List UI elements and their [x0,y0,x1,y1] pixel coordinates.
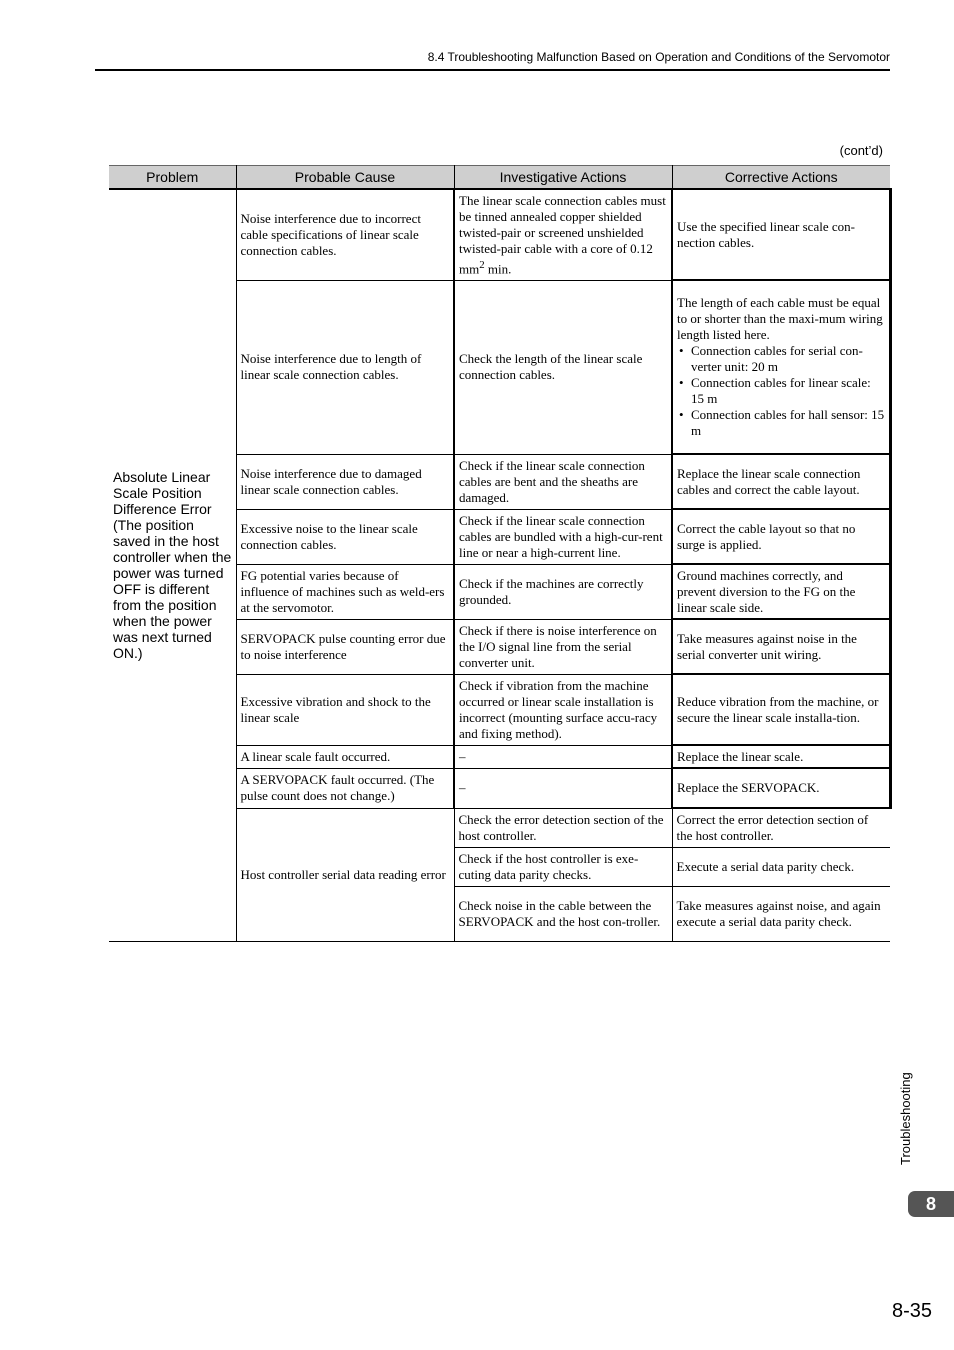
investigative-cell: Check if the linear scale connection cables are bent and the sheaths are damaged. [454,454,672,509]
page-number: 8-35 [891,1300,932,1322]
table-header-row [109,166,890,190]
cause-cell: Host controller serial data reading error [236,808,454,941]
investigative-cell [454,189,672,280]
investigative-cell: Check noise in the cable between the SERVOPACK and the host con-troller. [454,886,672,941]
cause-cell: Noise interference due to damaged linear scale connection cables. [236,454,454,509]
corrective-cell: Take measures against noise in the serial converter unit wiring. [672,619,890,674]
list-item: • Connection cables for linear scale: 15 m [691,375,885,407]
cause-cell: FG potential varies because of influence of machines such as weld-ers at the servomotor. [236,564,454,619]
column-header-corrective: Corrective Actions [672,166,890,190]
cause-cell: A SERVOPACK fault occurred. (The pulse count does not change.) [236,768,454,808]
corrective-cell: Replace the SERVOPACK. [672,768,890,808]
investigative-cell: Check if vibration from the machine occurred or linear scale installation is incorrect (mounting surface accu-racy and fixing method). [454,674,672,745]
list-item: • Connection cables for hall sensor: 15 m [691,407,885,439]
corrective-cell: Replace the linear scale connection cables and correct the cable layout. [672,454,890,509]
column-header-cause: Probable Cause [236,166,454,190]
corrective-cell: Use the specified linear scale con-nection cables. [672,189,890,280]
corrective-bullet-list [677,343,885,439]
corrective-cell [672,280,890,454]
cause-cell: SERVOPACK pulse counting error due to noise interference [236,619,454,674]
table-row [109,189,890,280]
problem-cell: Absolute Linear Scale Position Difference Error (The position saved in the host controller when the power was turned OFF is different from the position when the power was next turned ON.) [109,189,236,941]
corrective-cell: Execute a serial data parity check. [672,847,890,886]
corrective-intro: The length of each cable must be equal to or shorter than the maxi-mum wiring length listed here. [677,295,883,342]
investigative-cell: Check if the machines are correctly grounded. [454,564,672,619]
cause-cell: A linear scale fault occurred. [236,745,454,768]
investigative-cell: Check the length of the linear scale connection cables. [454,280,672,454]
corrective-cell: Ground machines correctly, and prevent diversion to the FG on the linear scale side. [672,564,890,619]
header-rule [95,69,890,71]
corrective-cell: Correct the error detection section of the host controller. [672,808,890,847]
corrective-cell: Correct the cable layout so that no surge is applied. [672,509,890,564]
corrective-cell: Reduce vibration from the machine, or secure the linear scale installa-tion. [672,674,890,745]
list-item: • Connection cables for serial con-verter unit: 20 m [691,343,885,375]
chapter-tab: 8 [908,1191,954,1217]
investigative-cell: Check if the host controller is exe-cuting data parity checks. [454,847,672,886]
cause-cell: Excessive noise to the linear scale connection cables. [236,509,454,564]
investigative-cell: Check if there is noise interference on the I/O signal line from the serial converter unit. [454,619,672,674]
column-header-investigative: Investigative Actions [454,166,672,190]
cause-cell: Noise interference due to length of linear scale connection cables. [236,280,454,454]
investigative-cell: Check if the linear scale connection cables are bundled with a high-cur-rent line or near a high-current line. [454,509,672,564]
chapter-side-label: Troubleshooting [898,1072,913,1165]
cause-cell: Noise interference due to incorrect cable specifications of linear scale connection cables. [236,189,454,280]
contd-label: (cont’d) [839,143,883,158]
investigative-cell: – [454,768,672,808]
running-header: 8.4 Troubleshooting Malfunction Based on Operation and Conditions of the Servomotor [427,50,890,64]
investigative-cell: – [454,745,672,768]
column-header-problem: Problem [109,166,236,190]
investigative-text-end: min. [484,260,512,276]
troubleshooting-table [109,165,892,942]
cause-cell: Excessive vibration and shock to the linear scale [236,674,454,745]
corrective-cell: Take measures against noise, and again execute a serial data parity check. [672,886,890,941]
investigative-text: The linear scale connection cables must be tinned annealed copper shielded twisted-pair or screened unshielded twisted-pair cable with a core of 0.12 mm [459,192,666,276]
corrective-cell: Replace the linear scale. [672,745,890,768]
investigative-cell: Check the error detection section of the host controller. [454,808,672,847]
superscript: 2 [479,258,485,271]
